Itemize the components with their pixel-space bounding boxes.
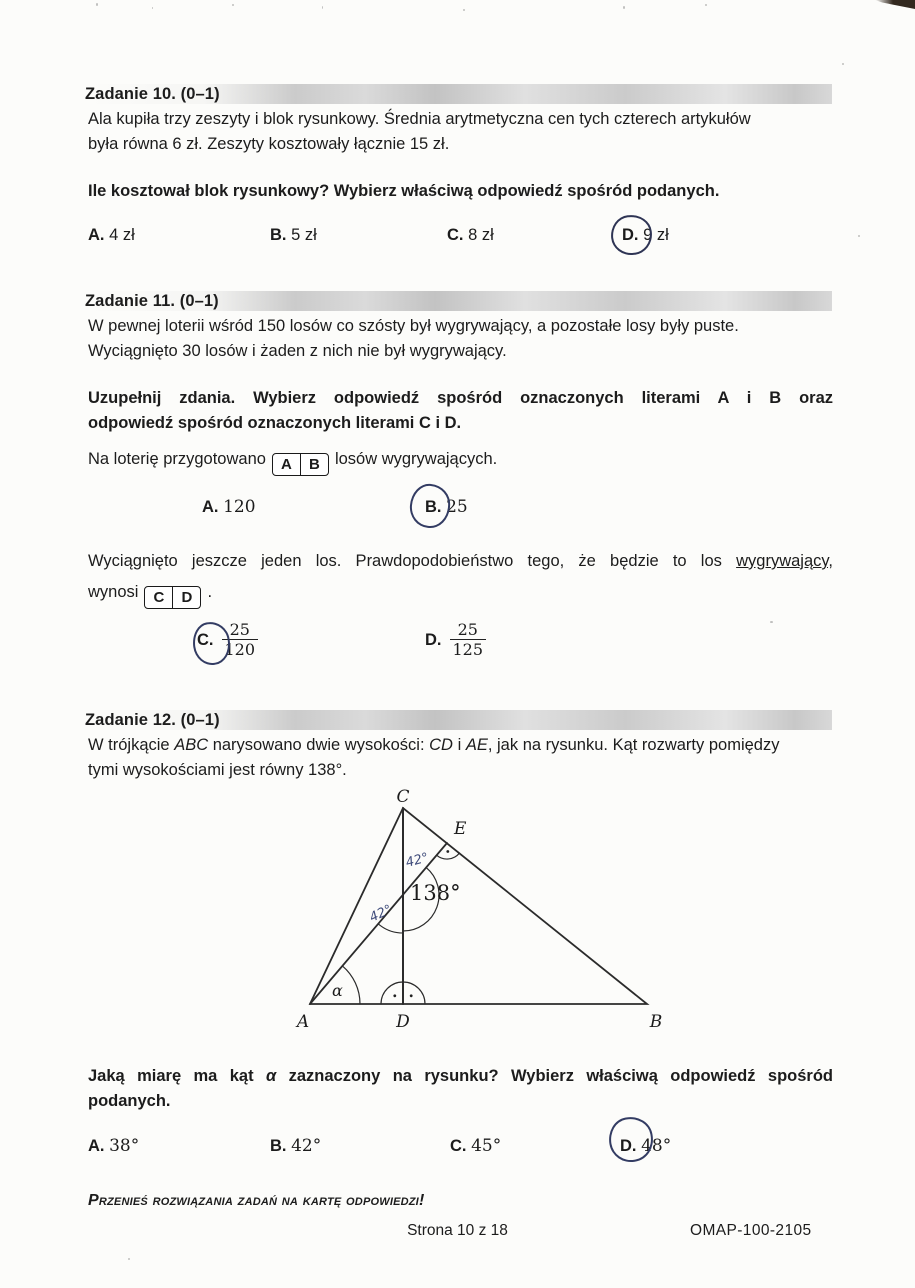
scan-speck bbox=[770, 621, 773, 623]
fill2-underlined-word: wygrywający, bbox=[736, 552, 833, 570]
alpha-symbol: α bbox=[265, 1067, 277, 1085]
instruction-line1: Uzupełnij zdania. Wybierz odpowiedź spośród oznaczonych literami A i B oraz bbox=[88, 389, 833, 407]
task-11-header: Zadanie 11. (0–1) bbox=[85, 292, 219, 310]
choice-box-cell-d: D bbox=[172, 587, 200, 608]
right-angle-arc-d-right bbox=[403, 982, 425, 1004]
task-11-body-line1: W pewnej loterii wśród 150 losów co szósty był wygrywający, a pozostałe losy były puste. bbox=[88, 317, 739, 335]
fill2-period: . bbox=[207, 583, 213, 601]
scan-speck bbox=[152, 7, 153, 9]
option-value: 4 zł bbox=[109, 226, 135, 244]
page-number: Strona 10 z 18 bbox=[407, 1222, 508, 1239]
task-12-option-b bbox=[270, 1136, 321, 1156]
task-12-body-line2: tymi wysokościami jest równy 138°. bbox=[88, 761, 347, 779]
choice-box-cd bbox=[144, 586, 201, 609]
fraction-25-125 bbox=[450, 621, 487, 660]
answer-circle-task10-d bbox=[609, 213, 654, 257]
option-value: 120 bbox=[223, 497, 256, 517]
alpha-label: α bbox=[332, 981, 343, 1000]
option-value: 25 bbox=[446, 497, 468, 517]
task-10-question: Ile kosztował blok rysunkowy? Wybierz właściwą odpowiedź spośród podanych. bbox=[88, 182, 720, 200]
option-letter: A. bbox=[88, 1137, 105, 1155]
option-value: 5 zł bbox=[291, 226, 317, 244]
task-10-header-bar bbox=[85, 84, 832, 104]
option-value: 45° bbox=[471, 1136, 502, 1156]
option-value: 48° bbox=[641, 1136, 672, 1156]
option-letter: A. bbox=[202, 498, 219, 516]
task-12-body bbox=[88, 733, 833, 783]
scan-speck bbox=[842, 63, 844, 65]
question-line2: podanych. bbox=[88, 1092, 171, 1110]
fill2-line1 bbox=[88, 546, 833, 577]
fraction-numerator: 25 bbox=[229, 620, 250, 639]
alpha-angle-arc bbox=[342, 966, 360, 1004]
math-label-cd: CD bbox=[429, 736, 453, 754]
task-11-fill-sentence-2 bbox=[88, 546, 833, 609]
scan-speck bbox=[705, 4, 707, 6]
option-letter: A. bbox=[88, 226, 105, 244]
option-letter: B. bbox=[425, 498, 442, 516]
scan-speck bbox=[96, 3, 98, 6]
option-value: 8 zł bbox=[468, 226, 494, 244]
fill1-post: losów wygrywających. bbox=[334, 450, 498, 468]
vertex-label-e: E bbox=[454, 819, 467, 839]
task-11-body-line2: Wyciągnięto 30 losów i żaden z nich nie był wygrywający. bbox=[88, 342, 507, 360]
math-label-ae: AE bbox=[465, 736, 488, 754]
right-angle-dot-e bbox=[446, 850, 449, 853]
vertical-angle-arc bbox=[378, 924, 403, 933]
handwritten-42-top: 42° bbox=[404, 850, 431, 871]
fill1-pre: Na loterię przygotowano bbox=[88, 450, 266, 468]
option-letter: D. bbox=[425, 630, 442, 649]
task-10-option-c bbox=[447, 226, 494, 245]
option-value: 38° bbox=[109, 1136, 140, 1156]
handwritten-42-bottom: 42° bbox=[367, 902, 395, 926]
vertex-label-a: A bbox=[296, 1012, 310, 1032]
option-value: 9 zł bbox=[643, 226, 669, 244]
answer-circle-task12-d bbox=[605, 1114, 656, 1166]
document-code: OMAP-100-2105 bbox=[690, 1222, 812, 1239]
task-10-header: Zadanie 10. (0–1) bbox=[85, 85, 220, 103]
fill2-line2-pre: wynosi bbox=[88, 583, 139, 601]
choice-box-cell-b: B bbox=[300, 454, 328, 475]
task-10-body-line1: Ala kupiła trzy zeszyty i blok rysunkowy. Średnia arytmetyczna cen tych czterech artykułów bbox=[88, 110, 751, 128]
choice-box-ab bbox=[272, 453, 329, 476]
fraction-denominator: 125 bbox=[450, 639, 487, 659]
task-10-option-b bbox=[270, 226, 317, 245]
task-11-option-a bbox=[202, 497, 256, 517]
right-angle-arc-e bbox=[437, 853, 460, 859]
math-label-abc: ABC bbox=[174, 736, 209, 754]
choice-box-cell-a: A bbox=[281, 456, 292, 473]
task-11-header-bar bbox=[85, 291, 832, 311]
scan-speck bbox=[858, 235, 860, 237]
option-letter: D. bbox=[620, 1137, 637, 1155]
scan-speck bbox=[623, 6, 625, 9]
task-12-body-line1: W trójkącie ABC narysowano dwie wysokości: CD i AE, jak na rysunku. Kąt rozwarty pomiędzy bbox=[88, 736, 780, 754]
fraction-numerator: 25 bbox=[457, 620, 478, 639]
scan-speck bbox=[232, 4, 234, 6]
task-12-option-c bbox=[450, 1136, 501, 1156]
task-12-option-a bbox=[88, 1136, 139, 1156]
right-angle-dot-d-left bbox=[393, 994, 396, 997]
task-11-fill-sentence-1 bbox=[88, 450, 833, 476]
triangle-diagram bbox=[270, 788, 690, 1048]
fill2-line1-pre: Wyciągnięto jeszcze jeden los. Prawdopodobieństwo tego, że będzie to los bbox=[88, 552, 722, 570]
option-letter: C. bbox=[197, 630, 214, 649]
task-11-body bbox=[88, 314, 833, 364]
vertex-label-d: D bbox=[396, 1012, 410, 1032]
scan-corner-mark bbox=[875, 0, 915, 9]
scan-speck bbox=[322, 6, 323, 9]
vertex-label-b: B bbox=[649, 1012, 663, 1032]
task-12-header: Zadanie 12. (0–1) bbox=[85, 711, 220, 729]
vertex-label-c: C bbox=[396, 788, 410, 807]
task-10-body-line2: była równa 6 zł. Zeszyty kosztowały łącznie 15 zł. bbox=[88, 135, 450, 153]
footer-instruction: Przenieś rozwiązania zadań na kartę odpowiedzi! bbox=[88, 1192, 425, 1209]
task-10-option-a bbox=[88, 226, 135, 245]
triangle-abc bbox=[310, 808, 647, 1004]
option-letter: C. bbox=[447, 226, 464, 244]
option-value: 42° bbox=[291, 1136, 322, 1156]
right-angle-arc-d-left bbox=[381, 982, 403, 1004]
instruction-line2: odpowiedź spośród oznaczonych literami C i D. bbox=[88, 414, 462, 432]
task-12-header-bar bbox=[85, 710, 832, 730]
scan-speck bbox=[128, 1258, 130, 1260]
option-letter: B. bbox=[270, 226, 287, 244]
scan-speck bbox=[463, 9, 465, 11]
option-letter: C. bbox=[450, 1137, 467, 1155]
answer-circle-task11-b bbox=[408, 482, 452, 529]
choice-box-cell-c: C bbox=[153, 589, 165, 606]
fraction-denominator: 120 bbox=[222, 639, 259, 659]
task-11-option-d bbox=[425, 621, 486, 660]
task-10-body bbox=[88, 107, 833, 157]
question-line1: Jaką miarę ma kąt α zaznaczony na rysunku? Wybierz właściwą odpowiedź spośród bbox=[88, 1067, 833, 1085]
fill2-line2 bbox=[88, 577, 833, 609]
option-letter: D. bbox=[622, 226, 639, 244]
task-11-instruction bbox=[88, 386, 833, 436]
task-12-question bbox=[88, 1064, 833, 1114]
right-angle-dot-d-right bbox=[410, 994, 413, 997]
option-letter: B. bbox=[270, 1137, 287, 1155]
angle-138-label: 138° bbox=[410, 881, 461, 905]
